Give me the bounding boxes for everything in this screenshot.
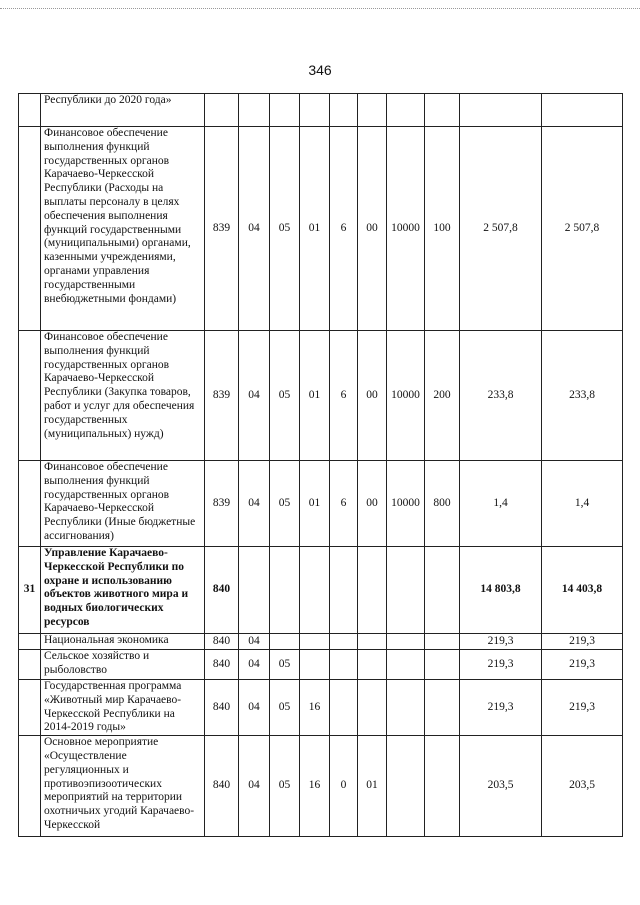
- cell-section: 04: [239, 736, 270, 837]
- table-row: [19, 461, 623, 547]
- cell-ministry: 839: [205, 461, 239, 547]
- cell-ministry: 840: [205, 547, 239, 634]
- cell-ministry: 839: [205, 127, 239, 331]
- cell-sum-1: 14 803,8: [460, 547, 542, 634]
- cell-sum-2: 219,3: [542, 680, 623, 736]
- cell-section: 04: [239, 127, 270, 331]
- cell-code-3: [358, 650, 387, 680]
- cell-code-2: 6: [330, 461, 358, 547]
- cell-code-1: [300, 547, 330, 634]
- cell-section: 04: [239, 680, 270, 736]
- row-number: [19, 680, 41, 736]
- cell-subsection: 05: [270, 461, 300, 547]
- cell-sum-1: 219,3: [460, 650, 542, 680]
- cell-ministry: 839: [205, 331, 239, 461]
- cell-expense-type: 200: [425, 331, 460, 461]
- cell-subsection: 05: [270, 650, 300, 680]
- cell-subsection: 05: [270, 331, 300, 461]
- cell-code-1: [300, 634, 330, 650]
- cell-expense-type: [425, 94, 460, 127]
- row-name: Финансовое обеспечение выполнения функций государственных органов Карачаево-Черкесской Республики (Иные бюджетные ассигнования): [41, 461, 205, 547]
- row-number: [19, 331, 41, 461]
- cell-expense-type: [425, 736, 460, 837]
- cell-code-4: [387, 680, 425, 736]
- cell-code-3: 00: [358, 461, 387, 547]
- cell-code-4: [387, 736, 425, 837]
- cell-ministry: 840: [205, 650, 239, 680]
- cell-code-2: 0: [330, 736, 358, 837]
- cell-subsection: 05: [270, 736, 300, 837]
- cell-subsection: 05: [270, 680, 300, 736]
- cell-code-3: [358, 680, 387, 736]
- cell-code-2: [330, 547, 358, 634]
- cell-sum-1: 2 507,8: [460, 127, 542, 331]
- cell-code-4: [387, 94, 425, 127]
- table-row: [19, 331, 623, 461]
- cell-code-1: 16: [300, 736, 330, 837]
- row-number: [19, 650, 41, 680]
- table-row: [19, 547, 623, 634]
- cell-ministry: [205, 94, 239, 127]
- cell-section: [239, 547, 270, 634]
- cell-code-3: 01: [358, 736, 387, 837]
- cell-sum-1: 203,5: [460, 736, 542, 837]
- cell-section: 04: [239, 650, 270, 680]
- cell-section: 04: [239, 461, 270, 547]
- scan-edge: [0, 8, 640, 10]
- cell-sum-2: 1,4: [542, 461, 623, 547]
- row-name: Основное мероприятие «Осуществление регуляционных и противоэпизоотических мероприятий на территории охотничьих угодий Карачаево-Черкесской: [41, 736, 205, 837]
- cell-subsection: [270, 94, 300, 127]
- row-name: Финансовое обеспечение выполнения функций государственных органов Карачаево-Черкесской Республики (Закупка товаров, работ и услуг для обеспечения государственных (муниципальных) нужд): [41, 331, 205, 461]
- cell-code-1: 16: [300, 680, 330, 736]
- cell-sum-1: 233,8: [460, 331, 542, 461]
- page-number: 346: [308, 62, 332, 78]
- table-row: [19, 680, 623, 736]
- cell-subsection: [270, 547, 300, 634]
- cell-sum-2: 219,3: [542, 634, 623, 650]
- row-number: [19, 461, 41, 547]
- row-number: 31: [19, 547, 41, 634]
- cell-code-2: [330, 680, 358, 736]
- table-row: [19, 736, 623, 837]
- cell-sum-1: 1,4: [460, 461, 542, 547]
- cell-expense-type: 100: [425, 127, 460, 331]
- cell-code-1: 01: [300, 127, 330, 331]
- row-name: Финансовое обеспечение выполнения функций государственных органов Карачаево-Черкесской Республики (Расходы на выплаты персоналу в целях обеспечения выполнения функций государственными (муниципальными) органами, казенными учреждениями, органами управления государственными внебюджетными фондами): [41, 127, 205, 331]
- cell-section: 04: [239, 634, 270, 650]
- cell-sum-2: 233,8: [542, 331, 623, 461]
- cell-sum-1: 219,3: [460, 680, 542, 736]
- cell-code-1: 01: [300, 461, 330, 547]
- cell-sum-1: 219,3: [460, 634, 542, 650]
- table-row: [19, 127, 623, 331]
- cell-expense-type: 800: [425, 461, 460, 547]
- cell-code-3: [358, 547, 387, 634]
- cell-sum-2: 2 507,8: [542, 127, 623, 331]
- cell-code-4: 10000: [387, 127, 425, 331]
- cell-code-4: [387, 650, 425, 680]
- cell-code-2: [330, 650, 358, 680]
- cell-code-1: [300, 650, 330, 680]
- cell-code-1: 01: [300, 331, 330, 461]
- cell-ministry: 840: [205, 680, 239, 736]
- cell-subsection: [270, 634, 300, 650]
- cell-expense-type: [425, 547, 460, 634]
- cell-sum-2: 219,3: [542, 650, 623, 680]
- cell-code-3: [358, 634, 387, 650]
- cell-sum-1: [460, 94, 542, 127]
- budget-table: [18, 93, 623, 837]
- row-name: Сельское хозяйство и рыболовство: [41, 650, 205, 680]
- cell-code-4: [387, 547, 425, 634]
- cell-code-4: [387, 634, 425, 650]
- cell-code-4: 10000: [387, 331, 425, 461]
- cell-sum-2: [542, 94, 623, 127]
- row-number: [19, 634, 41, 650]
- cell-code-3: 00: [358, 331, 387, 461]
- cell-code-4: 10000: [387, 461, 425, 547]
- cell-sum-2: 203,5: [542, 736, 623, 837]
- cell-code-2: [330, 634, 358, 650]
- row-number: [19, 94, 41, 127]
- row-name: Республики до 2020 года»: [41, 94, 205, 127]
- cell-sum-2: 14 403,8: [542, 547, 623, 634]
- cell-code-1: [300, 94, 330, 127]
- table-row: [19, 634, 623, 650]
- row-name: Управление Карачаево-Черкесской Республики по охране и использованию объектов животного мира и водных биологических ресурсов: [41, 547, 205, 634]
- cell-code-3: [358, 94, 387, 127]
- cell-section: 04: [239, 331, 270, 461]
- row-number: [19, 127, 41, 331]
- cell-expense-type: [425, 650, 460, 680]
- cell-section: [239, 94, 270, 127]
- cell-code-2: 6: [330, 127, 358, 331]
- row-number: [19, 736, 41, 837]
- cell-code-2: [330, 94, 358, 127]
- cell-ministry: 840: [205, 634, 239, 650]
- cell-ministry: 840: [205, 736, 239, 837]
- table-row: [19, 94, 623, 127]
- cell-subsection: 05: [270, 127, 300, 331]
- table-row: [19, 650, 623, 680]
- row-name: Национальная экономика: [41, 634, 205, 650]
- row-name: Государственная программа «Животный мир Карачаево-Черкесской Республики на 2014-2019 годы»: [41, 680, 205, 736]
- cell-code-3: 00: [358, 127, 387, 331]
- cell-expense-type: [425, 680, 460, 736]
- cell-expense-type: [425, 634, 460, 650]
- cell-code-2: 6: [330, 331, 358, 461]
